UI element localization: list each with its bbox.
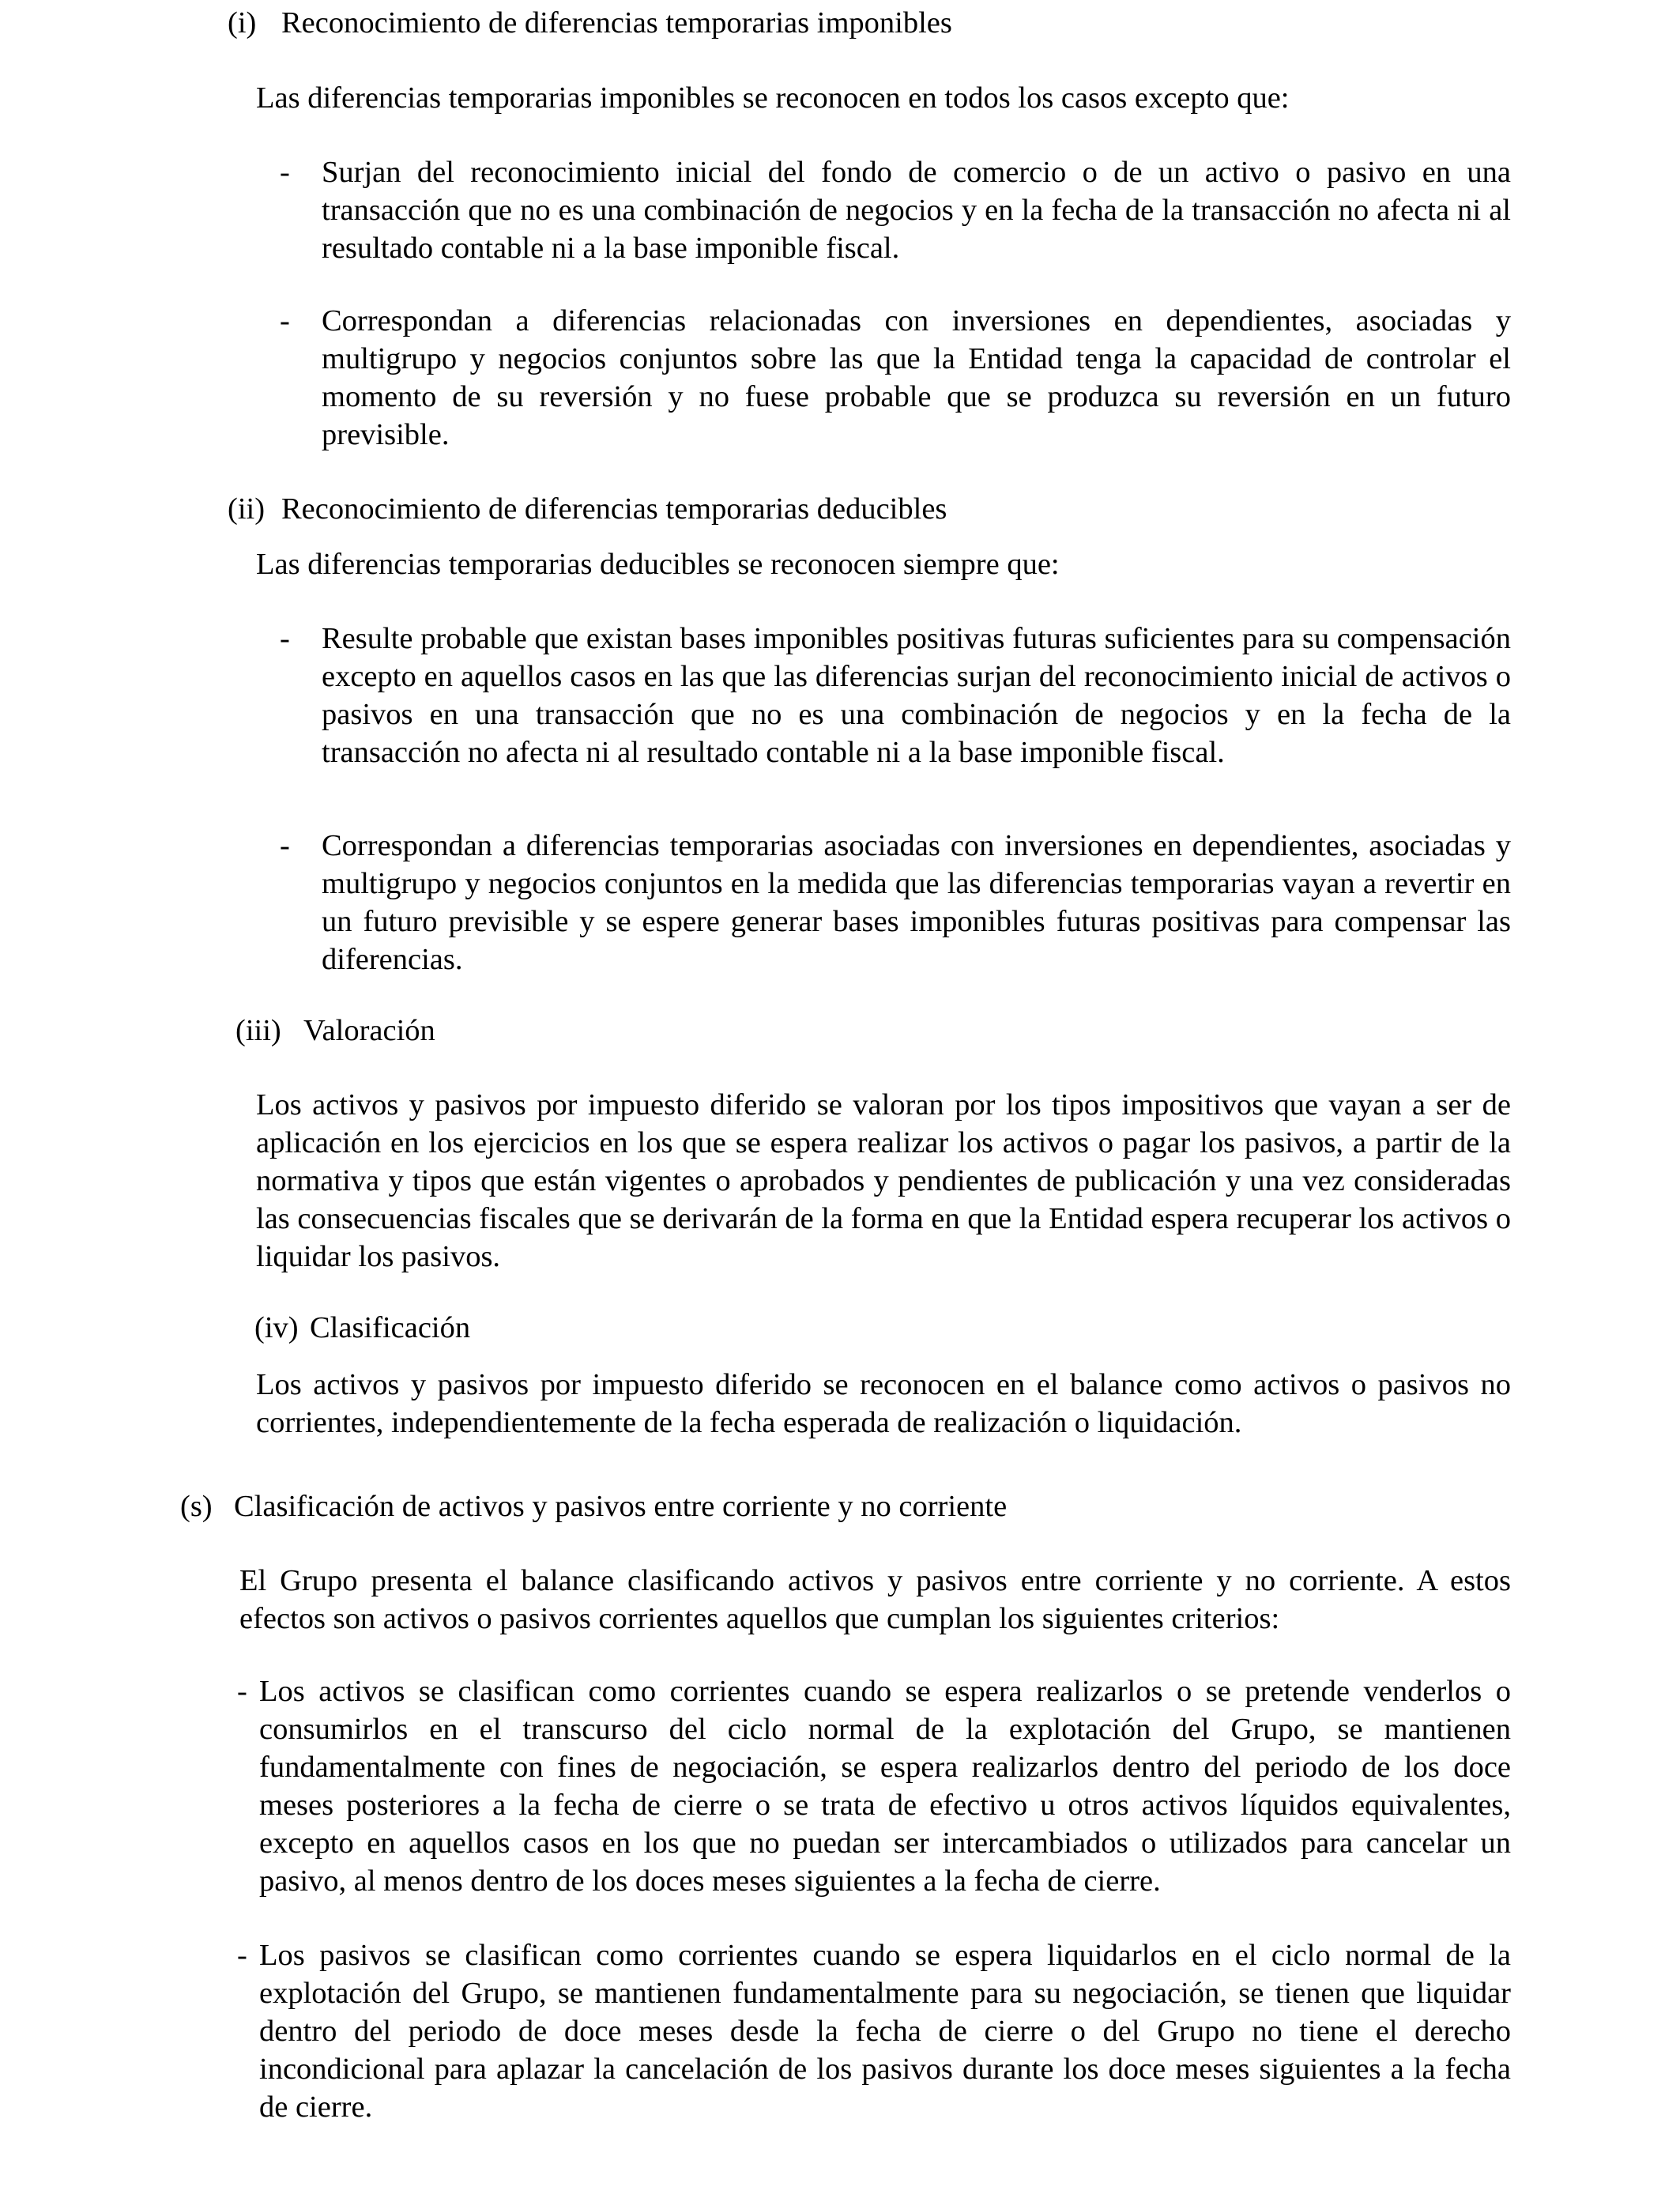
bullet-i-1: Surjan del reconocimiento inicial del fondo de comercio o de un activo o pasivo en una transacción que no es una combinación de negocios y en la fecha de la transacción no afecta ni al resultado contable ni a la base imponible fiscal. — [322, 156, 1511, 265]
heading-s-title: Clasificación de activos y pasivos entre corriente y no corriente — [234, 1490, 1008, 1523]
bullet-s-1: Los activos se clasifican como corrientes cuando se espera realizarlos o se pretende venderlos o consumirlos en el transcurso del ciclo normal de la explotación del Grupo, se mantienen fundamentalmente con fines de negociación, se espera realizarlos dentro del periodo de los doce meses posteriores a la fecha de cierre o se trata de efectivo u otros activos líquidos equivalentes, excepto en aquellos casos en los que no puedan ser intercambiados o utilizados para cancelar un pasivo, al menos dentro de los doces meses siguientes a la fecha de cierre. — [259, 1675, 1511, 1898]
intro-i: Las diferencias temporarias imponibles se reconocen en todos los casos excepto que: — [256, 81, 1290, 115]
heading-iii-title: Valoración — [303, 1014, 435, 1047]
bullet-marker: - — [280, 156, 290, 189]
heading-ii-title: Reconocimiento de diferencias temporarias deducibles — [281, 492, 947, 526]
heading-iv — [254, 1309, 470, 1347]
bullet-marker: - — [237, 1675, 247, 1708]
bullet-marker: - — [280, 829, 290, 862]
heading-iv-label: (iv) — [254, 1311, 299, 1344]
heading-iv-title: Clasificación — [310, 1311, 471, 1344]
heading-i-title: Reconocimiento de diferencias temporarias imponibles — [281, 6, 952, 40]
heading-iii-label: (iii) — [235, 1014, 281, 1047]
heading-i-label: (i) — [228, 6, 257, 40]
heading-s-label: (s) — [180, 1490, 213, 1523]
heading-i — [228, 4, 952, 42]
valoracion-text: Los activos y pasivos por impuesto diferido se valoran por los tipos impositivos que vayan a ser de aplicación en los ejercicios en los que se espera realizar los activos o pagar los pasivos, a partir de la normativa y tipos que están vigentes o aprobados y pendientes de publicación y una vez consideradas las consecuencias fiscales que se derivarán de la forma en que la Entidad espera recuperar los activos o liquidar los pasivos. — [256, 1088, 1511, 1273]
heading-s — [180, 1487, 1007, 1525]
clasificacion-text: Los activos y pasivos por impuesto diferido se reconocen en el balance como activos o pasivos no corrientes, independientemente de la fecha esperada de realización o liquidación. — [256, 1368, 1511, 1439]
intro-ii: Las diferencias temporarias deducibles se reconocen siempre que: — [256, 548, 1060, 581]
heading-iii — [235, 1012, 435, 1050]
bullet-marker: - — [237, 1939, 247, 1972]
heading-ii-label: (ii) — [228, 492, 266, 526]
bullet-marker: - — [280, 622, 290, 655]
bullet-ii-2: Correspondan a diferencias temporarias asociadas con inversiones en dependientes, asociadas y multigrupo y negocios conjuntos en la medida que las diferencias temporarias vayan a revertir en un futuro previsible y se espere generar bases imponibles futuras positivas para compensar las diferencias. — [322, 829, 1511, 976]
intro-s: El Grupo presenta el balance clasificando activos y pasivos entre corriente y no corriente. A estos efectos son activos o pasivos corrientes aquellos que cumplan los siguientes criterios: — [239, 1564, 1511, 1635]
bullet-i-2: Correspondan a diferencias relacionadas con inversiones en dependientes, asociadas y multigrupo y negocios conjuntos sobre las que la Entidad tenga la capacidad de controlar el momento de su reversión y no fuese probable que se produzca su reversión en un futuro previsible. — [322, 304, 1511, 451]
bullet-s-2: Los pasivos se clasifican como corrientes cuando se espera liquidarlos en el ciclo normal de la explotación del Grupo, se mantienen fundamentalmente para su negociación, se tienen que liquidar dentro del periodo de doce meses desde la fecha de cierre o del Grupo no tiene el derecho incondicional para aplazar la cancelación de los pasivos durante los doce meses siguientes a la fecha de cierre. — [259, 1939, 1511, 2124]
heading-ii — [228, 490, 947, 528]
bullet-ii-1: Resulte probable que existan bases imponibles positivas futuras suficientes para su compensación excepto en aquellos casos en las que las diferencias surjan del reconocimiento inicial de activos o pasivos en una transacción que no es una combinación de negocios y en la fecha de la transacción no afecta ni al resultado contable ni a la base imponible fiscal. — [322, 622, 1511, 769]
bullet-marker: - — [280, 304, 290, 337]
